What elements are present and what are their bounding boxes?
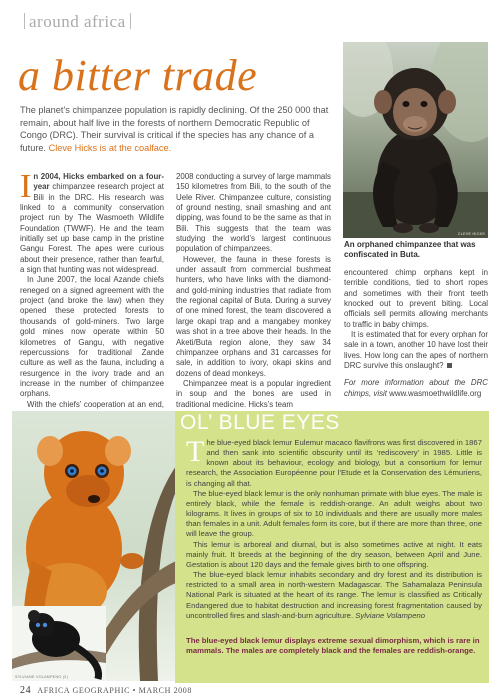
article-paragraph bbox=[344, 330, 488, 371]
end-mark-icon bbox=[447, 363, 452, 368]
sidebar-author: Sylviane Volampeno bbox=[355, 610, 426, 620]
chimpanzee-photo bbox=[343, 42, 488, 238]
more-info bbox=[344, 378, 488, 399]
sidebar-paragraph bbox=[186, 570, 482, 621]
lemur-photo-credit: SYLVIANE VOLAMPENO (2) bbox=[15, 675, 69, 679]
sidebar-body bbox=[186, 435, 482, 621]
sidebar-title: OL’ BLUE EYES bbox=[180, 411, 340, 434]
lemur-illustration bbox=[12, 411, 176, 681]
article-paragraph bbox=[20, 168, 164, 275]
lemur-photo bbox=[12, 411, 176, 681]
more-info-text: For more information about the DRC chimps, visit bbox=[344, 378, 488, 398]
article-column-3 bbox=[344, 268, 488, 399]
standfirst bbox=[20, 104, 336, 154]
article-paragraph-3-start: With the chiefs’ cooperation at an end, bbox=[27, 399, 164, 409]
standfirst-credit: Cleve Hicks is at the coalface. bbox=[48, 142, 172, 153]
section-label bbox=[20, 12, 135, 32]
chimpanzee-illustration bbox=[343, 42, 488, 238]
section-bar-left bbox=[24, 13, 25, 29]
article-paragraph: However, the fauna in these forests is under assault from commercial bushmeat hunters, who have links with the diamond- and gold-mining industries that radiate from the regional capital of Buta. During a survey of one mined forest, the team discovered a large okapi trap and a mangabey monkey was shot in a tree above their heads. In the Aketi/Buta region alone, they saw 34 chimpanzee orphans and 31 carcasses for sale, in addition to ivory, okapi skins and dozens of dead monkeys. bbox=[176, 254, 331, 378]
article-paragraph: Chimpanzee meat is a popular ingredient in soup and the bones are used in traditional medicine. Hicks’s team bbox=[176, 378, 331, 409]
article-paragraph: In June 2007, the local Azande chiefs reneged on a signed agreement with the project (and broke the law) when they opened these protected forests to thousands of gold-miners. Two large gold mines now operate within 50 kilometres of Gangu, with negative repercussions for traditional Zande culture as well as the fauna, including a resurgence in the ivory trade and an increase in the number of chimpanzee orphans. bbox=[20, 275, 164, 399]
article-drop-cap: I bbox=[20, 168, 32, 205]
sidebar-paragraph bbox=[186, 435, 482, 489]
page-number: 24 bbox=[20, 685, 32, 696]
section-bar-right bbox=[130, 13, 131, 29]
sidebar-drop-cap: T bbox=[186, 435, 205, 468]
sidebar-paragraph-1-text: he blue-eyed black lemur Eulemur macaco flavifrons was first discovered in 1867 and then sank into scientific obscurity until its ‘rediscovery’ in 1985. Little is known about its behaviour, ecology and biology, but a consortium for lemur research, the Association Européenne pour l’Etude et la Conservation des Lémuriens, is changing all that. bbox=[186, 438, 482, 488]
publication-info: AFRICA GEOGRAPHIC • MARCH 2008 bbox=[37, 686, 192, 695]
article-paragraph-7-text: It is estimated that for every orphan for sale in a town, another 10 have lost their lives. How long can the apes of northern DRC survive this onslaught? bbox=[344, 330, 488, 371]
sidebar-paragraph-4-text: The blue-eyed black lemur inhabits secondary and dry forest and its distribution is restricted to a small area in north-western Madagascar. The Sahamalaza Peninsula National Park is situated at the heart of its range. The lemur is classified as Critically Endangered due to habitat destruction and increasing forest fragmentation caused by uncontrolled fires and slash-and-burn agriculture. bbox=[186, 570, 482, 620]
article-paragraph-3-end: 2008 conducting a survey of large mammals 150 kilometres from Bili, to the south of the Uele River. Chimpanzee culture, consisting of ground nesting, snail smashing and ant dipping, was found to be the same as that in Bili. This suggests that the team was studying the world’s largest continuous population of chimpanzees. bbox=[176, 172, 331, 254]
article-paragraph-1-text: chimpanzee research project at Bili in the DRC. His research was linked to a community conservation project run by The Wasmoeth Wildlife Foundation (TWWF). He and the team initially set up base camp in the pristine Gangu Forest. The apes were curious about their presence, rather than fearful, a sign that hunting was not widespread. bbox=[20, 182, 164, 275]
article-column-1 bbox=[20, 168, 164, 420]
section-label-text: around africa bbox=[29, 12, 126, 31]
article-column-2 bbox=[176, 172, 331, 410]
sidebar-caption: The blue-eyed black lemur displays extreme sexual dimorphism, which is rare in mammals. The males are completely black and the females are reddish-orange. bbox=[186, 636, 480, 655]
article-paragraph-continued bbox=[176, 172, 331, 255]
more-info-url[interactable]: www.wasmoethwildlife.org bbox=[389, 388, 482, 398]
chimp-photo-credit: CLEVE HICKS bbox=[457, 232, 485, 236]
headline: a bitter trade bbox=[18, 51, 258, 100]
article-lead-in: n 2004, Hicks embarked on a four-year bbox=[33, 172, 164, 192]
sidebar-paragraph: This lemur is arboreal and diurnal, but is also sometimes active at night. It eats mainly fruit. It breeds at the beginning of the dry season, between April and June. Gestation is about 120 days and the female gives birth to one offspring. bbox=[186, 539, 482, 569]
standfirst-text: The planet’s chimpanzee population is rapidly declining. Of the 250 000 that remain, about half live in the forests of northern Democratic Republic of Congo (DRC). Their survival is critical if the species has any chance of a future. bbox=[20, 105, 329, 153]
sidebar-paragraph: The blue-eyed black lemur is the only nonhuman primate with blue eyes. The male is entirely black, while the female is reddish-orange. An adult weighs about two kilograms. It lives in groups of six to 10 individuals and there are usually more males than females in a unit. Adult females form its core, but if there are more than three, one will leave the group. bbox=[186, 488, 482, 539]
chimp-photo-caption: An orphaned chimpanzee that was confiscated in Buta. bbox=[344, 240, 476, 260]
page-footer bbox=[20, 685, 192, 696]
article-paragraph-continued: encountered chimp orphans kept in terrible conditions, tied to short ropes and sometimes with their front teeth knocked out to prevent biting. Local officials sell permits allowing merchants to traffic in baby chimps. bbox=[344, 268, 488, 329]
